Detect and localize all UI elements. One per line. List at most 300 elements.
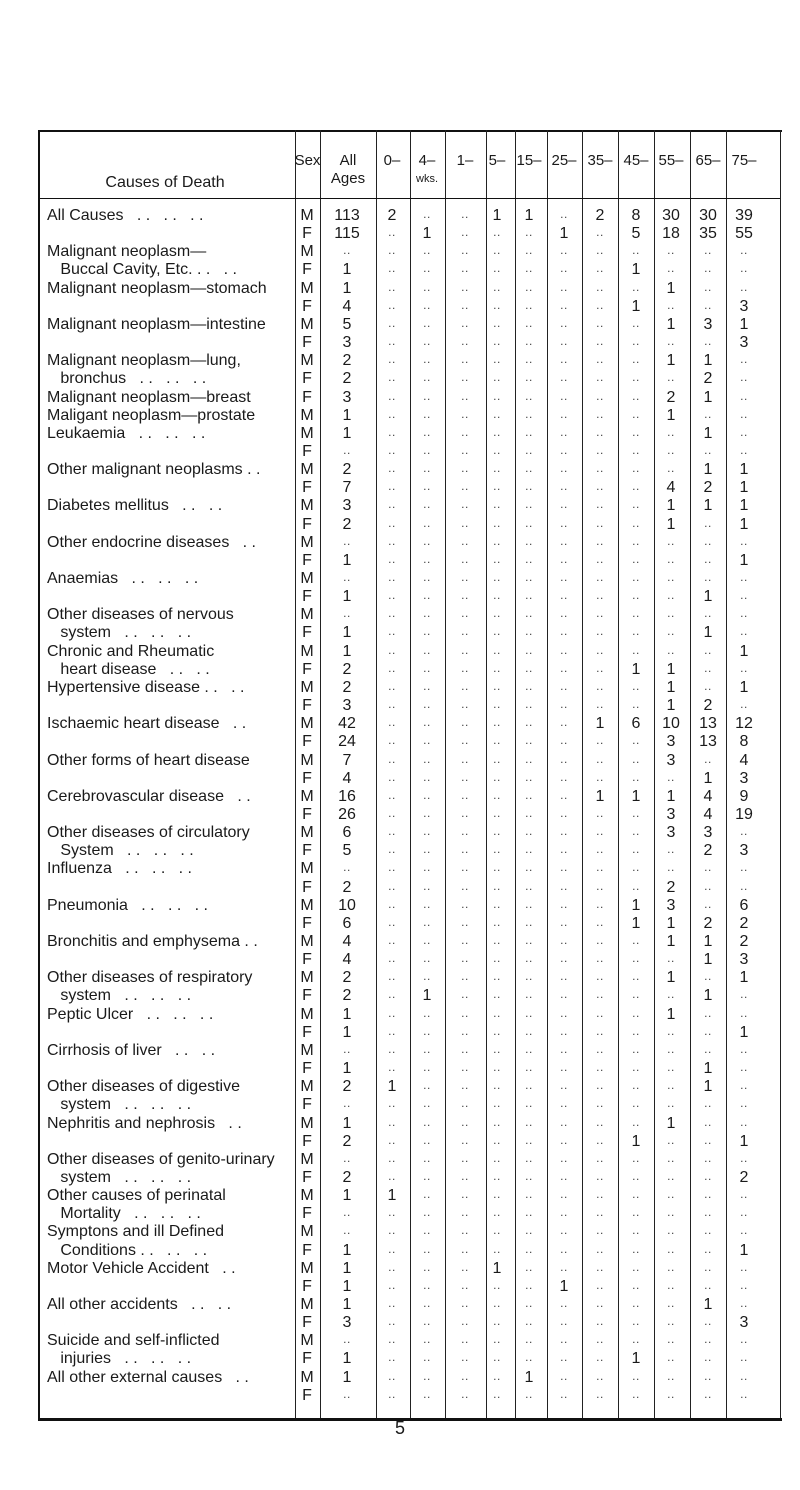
age-cell: .. — [596, 424, 604, 439]
age-cell: .. — [560, 715, 568, 730]
age-cell: .. — [461, 933, 469, 947]
age-cell: .. — [388, 987, 396, 1002]
age-cell: 1 — [703, 1060, 713, 1078]
age-header: 75– — [731, 152, 757, 169]
age-cell: .. — [388, 805, 396, 820]
age-cell: .. — [560, 442, 568, 457]
table-row — [0, 497, 800, 517]
age-cell: 30 — [662, 207, 680, 224]
age-cell: .. — [493, 987, 501, 1002]
age-cell: .. — [560, 497, 568, 512]
age-cell: .. — [560, 1386, 568, 1401]
age-cell: .. — [560, 987, 568, 1002]
table-row — [0, 1314, 800, 1334]
age-cell: 1 — [703, 769, 713, 787]
age-cell: 1 — [524, 1368, 534, 1386]
table-row — [0, 879, 800, 899]
age-cell: .. — [423, 424, 431, 439]
age-cell: .. — [560, 606, 568, 621]
age-cell: .. — [423, 297, 431, 312]
age-cell: .. — [632, 1060, 640, 1075]
sex-cell: F — [302, 1241, 312, 1259]
age-cell: .. — [461, 551, 469, 566]
age-cell: 1 — [387, 1187, 397, 1205]
age-cell: .. — [740, 1296, 748, 1310]
age-cell: .. — [560, 933, 568, 947]
age-cell: 4 — [666, 479, 676, 497]
all-ages-cell: 1 — [342, 1259, 352, 1277]
sex-header: Sex — [294, 152, 321, 169]
age-cell: .. — [632, 370, 640, 385]
age-cell: .. — [388, 551, 396, 566]
cause-label: Other endocrine diseases . . — [47, 533, 256, 551]
age-cell: .. — [388, 751, 396, 766]
age-cell: .. — [423, 1332, 431, 1347]
age-cell: .. — [493, 769, 501, 784]
age-cell: .. — [560, 1041, 568, 1056]
age-cell: .. — [423, 588, 431, 603]
age-cell: 35 — [699, 225, 717, 243]
age-cell: 1 — [595, 787, 605, 805]
age-cell: .. — [632, 406, 640, 421]
age-cell: .. — [493, 660, 501, 675]
age-cell: .. — [667, 370, 675, 385]
sex-cell: F — [302, 914, 312, 932]
age-cell: .. — [667, 1023, 675, 1038]
age-cell: .. — [632, 805, 640, 820]
age-cell: .. — [560, 1005, 568, 1020]
age-cell: .. — [388, 461, 396, 476]
age-header: 5– — [488, 152, 506, 169]
age-cell: .. — [525, 787, 533, 802]
age-cell: 1 — [703, 933, 713, 950]
age-cell: .. — [596, 406, 604, 421]
age-cell: .. — [388, 1314, 396, 1329]
age-cell: .. — [493, 479, 501, 494]
age-cell: .. — [388, 878, 396, 893]
age-cell: .. — [423, 1114, 431, 1129]
age-cell: .. — [596, 1350, 604, 1365]
age-cell: .. — [461, 1314, 469, 1329]
sex-cell: M — [300, 715, 314, 733]
age-cell: .. — [560, 824, 568, 839]
age-cell: .. — [632, 1150, 640, 1165]
age-cell: .. — [525, 842, 533, 857]
age-cell: .. — [667, 1223, 675, 1238]
all-ages-cell: .. — [343, 442, 351, 457]
age-cell: .. — [667, 842, 675, 857]
age-cell: .. — [461, 1023, 469, 1038]
all-ages-cell: 24 — [338, 733, 356, 751]
age-cell: .. — [461, 370, 469, 385]
age-cell: .. — [667, 461, 675, 476]
age-cell: .. — [596, 678, 604, 693]
age-cell: .. — [525, 951, 533, 966]
age-cell: .. — [493, 969, 501, 984]
age-cell: .. — [704, 1023, 712, 1038]
age-cell: 1 — [666, 352, 676, 370]
all-ages-cell: 1 — [342, 261, 352, 279]
age-cell: .. — [461, 660, 469, 675]
age-cell: 30 — [699, 207, 717, 224]
age-cell: .. — [493, 860, 501, 875]
sex-cell: F — [302, 551, 312, 569]
age-cell: 1 — [739, 515, 749, 533]
age-cell: .. — [388, 606, 396, 621]
age-cell: .. — [560, 388, 568, 403]
age-cell: .. — [525, 225, 533, 240]
age-cell: .. — [596, 1150, 604, 1165]
age-cell: .. — [525, 1187, 533, 1202]
age-cell: .. — [560, 678, 568, 693]
age-cell: .. — [596, 1259, 604, 1274]
age-cell: .. — [525, 1078, 533, 1093]
age-cell: 1 — [595, 715, 605, 733]
age-cell: .. — [740, 1277, 748, 1292]
age-cell: 1 — [703, 1078, 713, 1096]
age-cell: .. — [560, 860, 568, 875]
age-cell: .. — [596, 733, 604, 748]
age-cell: .. — [596, 352, 604, 367]
age-cell: .. — [740, 442, 748, 457]
age-cell: .. — [632, 1332, 640, 1347]
age-cell: .. — [423, 751, 431, 766]
age-cell: .. — [596, 551, 604, 566]
all-ages-cell: 16 — [338, 787, 356, 805]
age-cell: .. — [493, 824, 501, 839]
age-cell: .. — [493, 1150, 501, 1165]
age-cell: 1 — [739, 1241, 749, 1259]
age-cell: .. — [560, 279, 568, 294]
all-ages-cell: .. — [343, 1150, 351, 1165]
age-cell: .. — [740, 1223, 748, 1238]
age-cell: .. — [525, 769, 533, 784]
age-cell: .. — [740, 406, 748, 421]
all-ages-cell: 2 — [342, 660, 352, 678]
table-row — [0, 389, 800, 409]
age-cell: .. — [667, 588, 675, 603]
age-cell: .. — [632, 1078, 640, 1093]
age-cell: 3 — [739, 842, 749, 860]
age-cell: .. — [388, 497, 396, 512]
age-cell: .. — [493, 551, 501, 566]
age-cell: .. — [493, 1078, 501, 1093]
age-cell: 39 — [735, 207, 753, 224]
table-row — [0, 298, 800, 318]
age-cell: .. — [704, 1259, 712, 1274]
age-cell: .. — [461, 207, 469, 221]
age-cell: .. — [423, 1005, 431, 1020]
table-row — [0, 316, 800, 336]
age-cell: .. — [596, 1168, 604, 1183]
age-cell: .. — [596, 370, 604, 385]
age-cell: .. — [525, 1132, 533, 1147]
age-cell: .. — [388, 1241, 396, 1256]
age-cell: .. — [596, 315, 604, 330]
cause-label: Peptic Ulcer . . . . . . — [47, 1005, 214, 1023]
age-cell: 1 — [703, 588, 713, 606]
age-cell: 10 — [662, 715, 680, 733]
age-cell: .. — [525, 914, 533, 929]
age-cell: .. — [388, 733, 396, 748]
cause-label: Other diseases of genito-urinary — [47, 1150, 275, 1168]
age-cell: .. — [493, 406, 501, 421]
table-row — [0, 443, 800, 463]
age-cell: 1 — [422, 225, 432, 243]
age-cell: .. — [740, 878, 748, 893]
age-cell: .. — [525, 297, 533, 312]
age-cell: .. — [388, 424, 396, 439]
age-cell: .. — [704, 1005, 712, 1020]
age-cell: .. — [596, 1078, 604, 1093]
age-cell: .. — [740, 1368, 748, 1383]
age-cell: .. — [525, 1332, 533, 1347]
cause-label: Other diseases of circulatory — [47, 824, 250, 842]
age-cell: .. — [423, 606, 431, 621]
age-cell: .. — [596, 388, 604, 403]
age-cell: .. — [493, 1314, 501, 1329]
age-cell: 1 — [739, 497, 749, 515]
all-ages-cell: 7 — [342, 751, 352, 769]
age-cell: .. — [388, 678, 396, 693]
age-cell: .. — [388, 1023, 396, 1038]
age-cell: .. — [461, 842, 469, 857]
sex-cell: F — [302, 1350, 312, 1368]
sex-cell: M — [300, 1078, 314, 1096]
sex-cell: F — [302, 660, 312, 678]
table-row — [0, 370, 800, 390]
age-cell: .. — [632, 424, 640, 439]
age-cell: .. — [596, 824, 604, 839]
age-cell: 1 — [666, 1005, 676, 1023]
age-cell: 55 — [735, 225, 753, 243]
all-ages-cell: 2 — [342, 1168, 352, 1186]
age-cell: .. — [423, 660, 431, 675]
age-cell: .. — [423, 860, 431, 875]
age-cell: .. — [493, 533, 501, 548]
age-cell: .. — [461, 406, 469, 421]
table-row — [0, 860, 800, 880]
table-row — [0, 261, 800, 281]
table-row — [0, 1260, 800, 1280]
cause-label: Nephritis and nephrosis . . — [47, 1114, 242, 1132]
age-cell: .. — [632, 461, 640, 476]
sex-cell: M — [300, 642, 314, 660]
age-cell: .. — [525, 424, 533, 439]
age-cell: .. — [560, 1023, 568, 1038]
age-cell: 1 — [666, 279, 676, 297]
sex-cell: F — [302, 388, 312, 406]
age-cell: .. — [560, 479, 568, 494]
age-cell: .. — [596, 1223, 604, 1238]
age-cell: 4 — [703, 787, 713, 805]
age-cell: .. — [525, 969, 533, 984]
age-cell: .. — [388, 225, 396, 240]
sex-cell: M — [300, 933, 314, 950]
age-cell: .. — [423, 969, 431, 984]
age-cell: .. — [423, 243, 431, 258]
age-cell: .. — [388, 279, 396, 294]
sex-cell: F — [302, 1205, 312, 1223]
age-cell: 3 — [666, 824, 676, 842]
age-cell: .. — [388, 315, 396, 330]
age-cell: .. — [632, 1386, 640, 1401]
age-cell: .. — [632, 824, 640, 839]
age-cell: .. — [560, 570, 568, 584]
age-cell: .. — [560, 461, 568, 476]
age-cell: .. — [423, 1277, 431, 1292]
age-cell: .. — [596, 533, 604, 548]
age-cell: .. — [461, 951, 469, 966]
age-cell: .. — [560, 297, 568, 312]
age-cell: .. — [560, 896, 568, 911]
age-cell: .. — [596, 570, 604, 584]
age-cell: .. — [493, 497, 501, 512]
age-cell: .. — [423, 479, 431, 494]
age-cell: .. — [596, 515, 604, 530]
all-ages-cell: .. — [343, 243, 351, 258]
all-ages-cell: 1 — [342, 279, 352, 297]
age-cell: .. — [596, 1041, 604, 1056]
age-cell: 1 — [666, 406, 676, 424]
all-ages-cell: 4 — [342, 297, 352, 315]
age-cell: 3 — [739, 1314, 749, 1332]
age-cell: .. — [493, 933, 501, 947]
age-cell: 1 — [703, 497, 713, 515]
age-cell: .. — [740, 1205, 748, 1220]
age-cell: .. — [493, 1060, 501, 1075]
age-cell: .. — [493, 878, 501, 893]
age-cell: .. — [560, 878, 568, 893]
age-cell: 1 — [739, 1132, 749, 1150]
age-cell: 1 — [739, 315, 749, 333]
all-ages-cell: 1 — [342, 1277, 352, 1295]
all-ages-cell: 2 — [342, 678, 352, 696]
age-cell: .. — [461, 261, 469, 276]
age-cell: .. — [461, 751, 469, 766]
age-cell: .. — [493, 1350, 501, 1365]
age-cell: .. — [596, 334, 604, 349]
age-cell: .. — [632, 1368, 640, 1383]
age-cell: .. — [423, 642, 431, 657]
age-cell: .. — [596, 624, 604, 639]
age-cell: .. — [596, 969, 604, 984]
age-cell: .. — [525, 860, 533, 875]
all-ages-cell: .. — [343, 1205, 351, 1220]
cause-label: system . . . . . . — [47, 1168, 192, 1186]
age-cell: .. — [525, 1023, 533, 1038]
age-cell: .. — [493, 733, 501, 748]
age-cell: 1 — [524, 207, 534, 224]
age-cell: .. — [388, 824, 396, 839]
age-cell: .. — [388, 860, 396, 875]
age-cell: .. — [560, 624, 568, 639]
age-cell: .. — [388, 406, 396, 421]
age-cell: .. — [596, 1132, 604, 1147]
age-cell: .. — [704, 606, 712, 621]
sex-cell: M — [300, 570, 314, 587]
age-cell: .. — [461, 1114, 469, 1129]
age-cell: .. — [704, 297, 712, 312]
age-cell: .. — [667, 442, 675, 457]
age-cell: .. — [423, 1150, 431, 1165]
age-cell: .. — [596, 1205, 604, 1220]
age-cell: .. — [667, 606, 675, 621]
all-ages-cell: 113 — [334, 207, 360, 224]
age-cell: .. — [632, 933, 640, 947]
sex-cell: M — [300, 824, 314, 842]
age-cell: .. — [525, 388, 533, 403]
age-cell: 1 — [387, 1078, 397, 1096]
age-cell: .. — [461, 769, 469, 784]
age-cell: .. — [596, 805, 604, 820]
age-cell: .. — [632, 279, 640, 294]
all-ages-cell: 1 — [342, 588, 352, 606]
sex-cell: M — [300, 315, 314, 333]
age-cell: .. — [461, 715, 469, 730]
age-cell: .. — [560, 1132, 568, 1147]
table-row — [0, 534, 800, 554]
age-cell: .. — [704, 1332, 712, 1347]
age-cell: .. — [388, 1168, 396, 1183]
age-cell: .. — [493, 1132, 501, 1147]
all-ages-cell: 1 — [342, 1368, 352, 1386]
age-cell: .. — [461, 787, 469, 802]
sex-cell: M — [300, 497, 314, 515]
age-cell: .. — [461, 914, 469, 929]
table-row — [0, 516, 800, 536]
age-cell: .. — [493, 1386, 501, 1401]
sex-cell: M — [300, 678, 314, 696]
age-cell: 2 — [703, 842, 713, 860]
age-cell: 1 — [666, 969, 676, 987]
table-row — [0, 1096, 800, 1116]
age-cell: .. — [667, 570, 675, 584]
age-cell: .. — [560, 406, 568, 421]
age-cell: .. — [493, 697, 501, 712]
age-cell: .. — [493, 388, 501, 403]
sex-cell: F — [302, 1168, 312, 1186]
table-row — [0, 752, 800, 772]
age-cell: .. — [388, 1296, 396, 1310]
all-ages-cell: 115 — [334, 225, 360, 243]
all-ages-cell: 3 — [342, 497, 352, 515]
age-cell: .. — [461, 352, 469, 367]
table-row — [0, 461, 800, 481]
age-cell: .. — [740, 624, 748, 639]
age-cell: .. — [632, 769, 640, 784]
age-cell: .. — [560, 969, 568, 984]
all-ages-cell: 5 — [342, 315, 352, 333]
age-cell: .. — [525, 551, 533, 566]
all-ages-cell: 1 — [342, 1023, 352, 1041]
age-cell: .. — [560, 424, 568, 439]
age-cell: 2 — [387, 207, 397, 224]
age-cell: .. — [423, 279, 431, 294]
table-row — [0, 824, 800, 844]
age-cell: 1 — [739, 1023, 749, 1041]
age-cell: .. — [667, 424, 675, 439]
age-cell: 1 — [666, 787, 676, 805]
age-cell: .. — [560, 1150, 568, 1165]
age-cell: .. — [423, 624, 431, 639]
age-header: 45– — [623, 152, 649, 169]
age-cell: .. — [704, 1114, 712, 1129]
table-row — [0, 1006, 800, 1026]
table-row — [0, 1133, 800, 1153]
age-cell: .. — [388, 388, 396, 403]
age-cell: .. — [525, 243, 533, 258]
